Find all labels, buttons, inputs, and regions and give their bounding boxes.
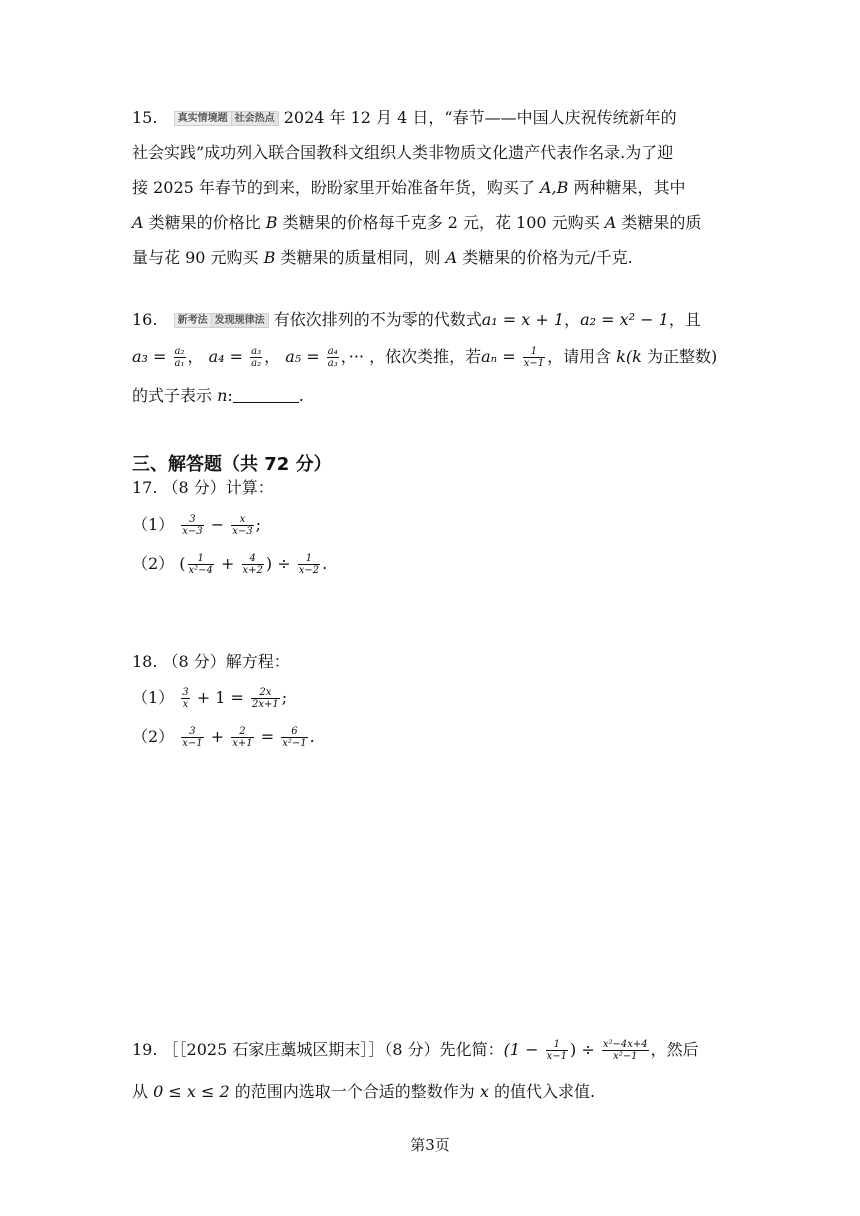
q18-part-1-label: （1） xyxy=(132,688,175,707)
fraction-denominator: x−1 xyxy=(523,358,545,369)
q17-header: 17. （8 分）计算： xyxy=(132,478,274,497)
q16-text-2: ，且 xyxy=(668,310,701,329)
answer-blank[interactable] xyxy=(233,388,299,403)
q17-p2-end: . xyxy=(322,554,328,573)
fraction-numerator: 1 xyxy=(197,553,204,564)
fraction-numerator: 3 xyxy=(189,514,196,525)
q17-p2-open: ( xyxy=(179,554,186,573)
q15-text-5c: 类糖果的质量相同，则 xyxy=(275,248,446,267)
fraction-denominator: x−1 xyxy=(546,1051,568,1062)
q16-period: . xyxy=(298,386,304,405)
q18-p1-mid: + 1 = xyxy=(196,688,244,707)
q17-p2-close: ) ÷ xyxy=(265,554,291,573)
q16-colon: : xyxy=(227,386,233,405)
q16-number: 16. xyxy=(132,310,158,329)
q17-p2-fraction-2 xyxy=(242,553,264,576)
q15-text-4f: 类糖果的质 xyxy=(616,213,702,232)
section-heading: 三、解答题（共 72 分） xyxy=(132,454,332,475)
q19-text-2c: 的值代入求值. xyxy=(488,1082,596,1101)
q19-number: 19. xyxy=(132,1040,158,1059)
q16-an-fraction xyxy=(523,346,545,369)
q15-var-a3: A xyxy=(445,248,458,267)
q15-var-b2: B xyxy=(263,248,276,267)
q17-p2-fraction-3 xyxy=(298,553,320,576)
q15-var-ab: A,B xyxy=(539,178,569,197)
q16-tag-new-method: 新考法 xyxy=(174,313,212,328)
q15-text-3a: 接 2025 年春节的到来，盼盼家里开始准备年货，购买了 xyxy=(132,178,540,197)
fraction-denominator: 2x+1 xyxy=(252,699,279,710)
q16-an-lhs: aₙ = xyxy=(481,347,516,366)
q15-var-a2: A xyxy=(604,213,617,232)
q16-text-4: 为正整数) xyxy=(641,347,718,366)
q18-part-2 xyxy=(132,722,315,752)
q18-p2-equals: = xyxy=(260,727,275,746)
q19-source: ［［2025 石家庄藁城区期末］］ xyxy=(162,1040,385,1059)
q19-text-2a: 从 xyxy=(132,1082,154,1101)
q19-line-2 xyxy=(132,1082,595,1102)
q16-expr-a2: a₂ = x² − 1 xyxy=(580,310,669,329)
q15-text-1: 2024 年 12 月 4 日，“春节——中国人庆祝传统新年的 xyxy=(283,108,677,127)
q18-p2-plus: + xyxy=(210,727,225,746)
fraction-numerator: 3 xyxy=(182,687,189,698)
q16-a5-fraction xyxy=(327,346,339,369)
q17-p2-plus: + xyxy=(221,554,235,573)
page-number: 第3页 xyxy=(410,1136,450,1154)
q17-p1-fraction-2 xyxy=(231,514,253,537)
q18-p1-fraction-1 xyxy=(181,687,189,710)
q18-p2-fraction-1 xyxy=(181,726,203,749)
q15-tag-social-hotspot: 社会热点 xyxy=(231,111,279,126)
fraction-numerator: 6 xyxy=(291,726,298,737)
q16-line-2: a₃ = $\frac{\text{a₂}}{\text{a₁}}$ ， a₄ = $\frac{\text{a₃}}{\text{a₂}}$ ， a₅ = $\frac{\text{a₄}}{\text{a₃}}$ ，··· ，依次类推，若aₙ = $\frac{1}{x-1}$ ，请用含 k(k 为正整数) xyxy=(132,346,718,369)
fraction-denominator: a₂ xyxy=(251,358,262,369)
fraction-denominator: x xyxy=(182,699,189,710)
fraction-numerator: 1 xyxy=(530,346,538,357)
q16-line-1 xyxy=(132,310,701,330)
q15-text-4d: 类糖果的价格每千克多 2 元，花 100 元购买 xyxy=(277,213,605,232)
q16-a5-lhs: a₅ = xyxy=(285,347,320,366)
q19-text-2b: 的范围内选取一个合适的整数作为 xyxy=(229,1082,480,1101)
fraction-numerator: 3 xyxy=(189,726,196,737)
q16-a3-lhs: a₃ = xyxy=(132,347,167,366)
q18-p1-fraction-2 xyxy=(251,687,280,710)
q19-var-x: x xyxy=(479,1082,489,1101)
q19-expr-div: ) ÷ xyxy=(570,1040,595,1059)
q18-part-1 xyxy=(132,683,287,713)
q16-text-3: ，请用含 xyxy=(547,347,617,366)
q17-p1-operator: − xyxy=(210,515,225,534)
fraction-denominator: a₃ xyxy=(327,358,338,369)
q15-text-4b: 类糖果的价格比 xyxy=(143,213,266,232)
q16-line-3 xyxy=(132,386,304,406)
q15-line-5 xyxy=(132,248,633,268)
q15-var-b: B xyxy=(265,213,278,232)
q19-line-1 xyxy=(132,1035,699,1065)
q15-var-a: A xyxy=(132,213,144,232)
q19-range: 0 ≤ x ≤ 2 xyxy=(153,1082,230,1101)
q18-header: 18. （8 分）解方程： xyxy=(132,652,290,671)
q19-expr-open: (1 − xyxy=(503,1040,539,1059)
q18-part-2-label: （2） xyxy=(132,727,175,746)
fraction-numerator: a₂ xyxy=(174,346,185,357)
fraction-numerator: x xyxy=(239,514,246,525)
q18-p2-fraction-2 xyxy=(231,726,253,749)
q18-p1-end: ; xyxy=(281,688,288,707)
q16-expr-a1: a₁ = x + 1 xyxy=(481,310,565,329)
q19-fraction-1 xyxy=(546,1039,568,1062)
fraction-denominator: x−3 xyxy=(182,526,203,537)
fraction-denominator: x−2 xyxy=(298,565,320,576)
q16-text-1: 有依次排列的不为零的代数式 xyxy=(273,310,482,329)
fraction-denominator: a₁ xyxy=(174,358,185,369)
q17-part-2-label: （2） xyxy=(132,554,175,573)
fraction-denominator: x−3 xyxy=(232,526,253,537)
q16-dots-text: ，··· ，依次类推，若 xyxy=(340,347,482,366)
q15-text-5e: 类糖果的价格为元/千克. xyxy=(457,248,633,267)
q15-line-3 xyxy=(132,178,685,198)
fraction-numerator: 4 xyxy=(249,553,256,564)
fraction-numerator: 1 xyxy=(553,1039,561,1050)
q15-line-1 xyxy=(132,108,677,128)
q15-number: 15. xyxy=(132,108,158,127)
fraction-numerator: a₃ xyxy=(251,346,262,357)
q16-var-n: n xyxy=(217,386,228,405)
fraction-denominator: x²−4 xyxy=(188,565,213,576)
q17-p2-fraction-1 xyxy=(188,553,214,576)
fraction-numerator: 1 xyxy=(305,553,313,564)
q16-a4-lhs: a₄ = xyxy=(208,347,244,366)
q15-text-3c: 两种糖果，其中 xyxy=(568,178,686,197)
fraction-denominator: x−1 xyxy=(182,738,203,749)
fraction-numerator: 2 xyxy=(239,726,246,737)
q19-points: （8 分）先化简： xyxy=(384,1040,504,1059)
q16-a3-fraction xyxy=(174,346,186,369)
q17-p1-fraction-1 xyxy=(181,514,203,537)
q15-text-2: 社会实践”成功列入联合国教科文组织人类非物质文化遗产代表作名录.为了迎 xyxy=(132,143,674,162)
fraction-denominator: x+1 xyxy=(232,738,253,749)
fraction-numerator: a₄ xyxy=(327,346,338,357)
q16-a4-fraction xyxy=(250,346,262,369)
fraction-denominator: x²−1 xyxy=(602,1050,649,1062)
fraction-denominator: x²−1 xyxy=(282,738,307,749)
q17-part-2 xyxy=(132,549,327,579)
q16-sep: ， xyxy=(564,310,581,329)
q17-p1-end: ; xyxy=(255,515,262,534)
fraction-numerator: x²−4x+4 xyxy=(602,1039,648,1050)
q16-tag-pattern-method: 发现规律法 xyxy=(211,313,269,328)
fraction-denominator: x+2 xyxy=(242,565,263,576)
q19-fraction-2 xyxy=(602,1039,649,1062)
q17-part-1 xyxy=(132,510,261,540)
q18-p2-fraction-3 xyxy=(281,726,307,749)
q16-k-expr: k(k xyxy=(616,347,642,366)
q18-p2-end: . xyxy=(309,727,315,746)
q16-text-5: 的式子表示 xyxy=(132,386,218,405)
fraction-numerator: 2x xyxy=(259,687,272,698)
q15-tag-real-scenario: 真实情境题 xyxy=(174,111,232,126)
q19-text-end: ，然后 xyxy=(650,1040,699,1059)
q15-text-5a: 量与花 90 元购买 xyxy=(132,248,264,267)
q17-part-1-label: （1） xyxy=(132,515,175,534)
q15-line-4 xyxy=(132,213,701,233)
